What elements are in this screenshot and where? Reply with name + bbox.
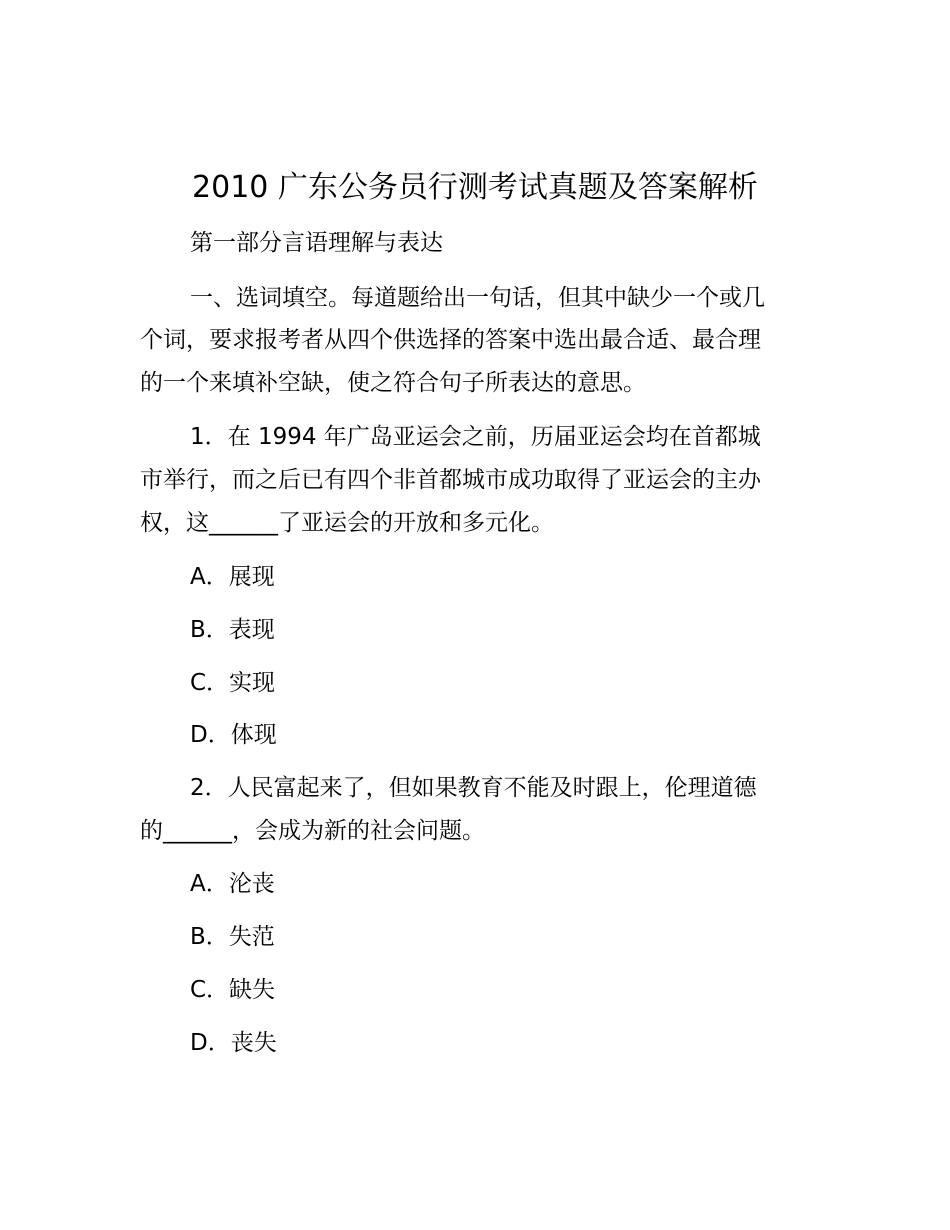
question-stem-line: 权，这______了亚运会的开放和多元化。 — [140, 510, 554, 536]
section-heading: 第一部分言语理解与表达 — [190, 230, 443, 256]
answer-option: C．实现 — [190, 670, 276, 696]
question-stem-line: 1．在 1994 年广岛亚运会之前，历届亚运会均在首都城 — [190, 424, 761, 450]
instruction-line: 个词，要求报考者从四个供选择的答案中选出最合适、最合理 — [140, 327, 761, 353]
instruction-line: 一、选词填空。每道题给出一句话，但其中缺少一个或几 — [190, 285, 765, 311]
answer-option: C．缺失 — [190, 977, 276, 1003]
question-stem-line: 市举行，而之后已有四个非首都城市成功取得了亚运会的主办 — [140, 467, 761, 493]
instruction-line: 的一个来填补空缺，使之符合句子所表达的意思。 — [140, 370, 646, 396]
question-stem-line: 2．人民富起来了，但如果教育不能及时跟上，伦理道德 — [190, 775, 757, 801]
answer-option: B．表现 — [190, 617, 275, 643]
answer-option: D．丧失 — [190, 1030, 277, 1056]
answer-option: A．沦丧 — [190, 871, 275, 897]
answer-option: A．展现 — [190, 564, 275, 590]
answer-option: D．体现 — [190, 722, 277, 748]
answer-option: B．失范 — [190, 924, 275, 950]
question-stem-line: 的______，会成为新的社会问题。 — [140, 818, 485, 844]
document-title: 2010 广东公务员行测考试真题及答案解析 — [192, 170, 758, 205]
